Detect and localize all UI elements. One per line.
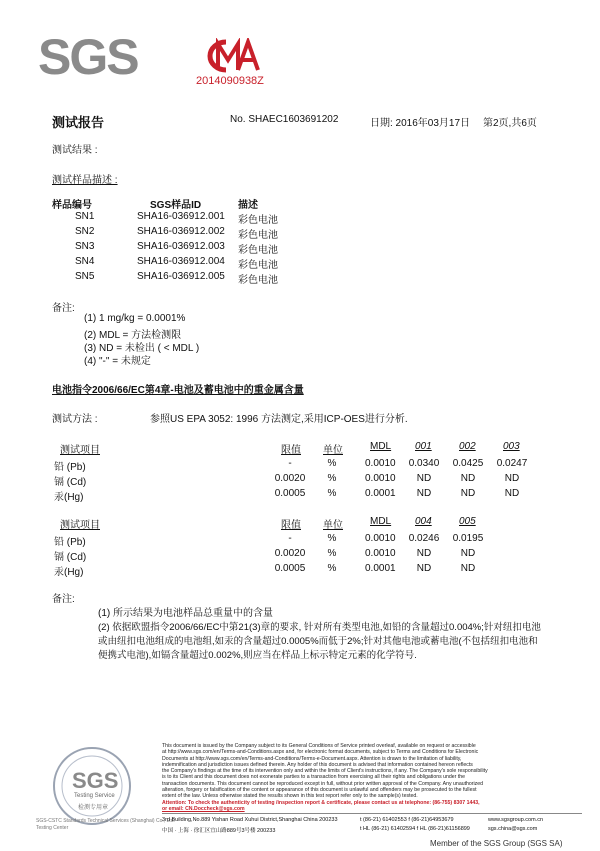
email: sgs.china@sgs.com — [488, 826, 538, 832]
telephone-en: t (86-21) 61402553 f (86-21)64953679 — [360, 817, 454, 823]
td-mdl: 0.0001 — [365, 488, 396, 499]
th-sample-001: 001 — [415, 441, 432, 452]
td-unit: % — [327, 473, 337, 484]
th-unit: 单位 — [323, 445, 343, 456]
section-title: 电池指令2006/66/EC第4章-电池及蓄电池中的重金属含量 — [52, 385, 304, 396]
attention-email: or email: CN.Doccheck@sgs.com — [162, 805, 245, 812]
td-result: ND — [504, 488, 520, 499]
td-mdl: 0.0001 — [365, 563, 396, 574]
td-limit: 0.0020 — [274, 548, 306, 559]
seal-logo: SGS — [72, 768, 119, 793]
td-result: ND — [504, 473, 520, 484]
cma-number: 2014090938Z — [196, 75, 264, 87]
report-title: 测试报告 — [52, 115, 105, 130]
td-item: 汞(Hg) — [54, 492, 84, 503]
td-mdl: 0.0010 — [365, 548, 396, 559]
td-result: 0.0340 — [408, 458, 440, 469]
note-item: (3) ND = 未检出 ( < MDL ) — [84, 343, 200, 354]
remark-line: (2) 依据欧盟指令2006/66/EC中第21(3)章的要求, 针对所有类型电池,如铅的含量超过0.004%;针对纽扣电池 — [98, 622, 541, 633]
attention-text: Attention: To check the authenticity of testing /inspection report & certificate, please contact us at telephone: (86-755) 8307 1443, — [162, 799, 480, 806]
td-unit: % — [327, 548, 337, 559]
td-unit: % — [327, 488, 337, 499]
col-header-sgs-id: SGS样品ID — [150, 200, 202, 211]
results-label: 测试结果 : — [52, 145, 98, 156]
th-sample-002: 002 — [459, 441, 476, 452]
th-test-item: 测试项目 — [60, 445, 100, 456]
col-header-desc: 描述 — [238, 200, 258, 211]
td-limit: 0.0005 — [274, 488, 306, 499]
td-item: 汞(Hg) — [54, 567, 84, 578]
remarks-heading: 备注: — [52, 594, 75, 605]
td-result: 0.0247 — [496, 458, 528, 469]
legal-text: This document is issued by the Company subject to its General Conditions of Service printed overleaf, available on request or accessible at http://www.sgs.com/en/Terms-and-Conditions.aspx and, for electronic format documents, subject to Terms and Conditions for Electronic Documents at http://www.sgs.com/en/Terms-and-Conditions/Terms-e-Document.aspx. Attention is drawn to the limitation of liability, indemnification and jurisdiction issues defined therein. Any holder of this document is advised that information contained hereon reflects the Company's findings at the time of its intervention only and within the limits of Client's instructions, if any. The Company's sole responsibility is to its Client and this document does not exonerate parties to a transaction from exercising all their rights and obligations under the transaction documents. This document cannot be reproduced except in full, without prior written approval of the Company. Any unauthorized alteration, forgery or falsification of the content or appearance of this document is unlawful and offenders may be prosecuted to the fullest extent of the law. Unless otherwise stated the results shown in this test report refer only to the sample(s) tested. Attention: To check the authenticity of testing /inspection report & certificate, please contact us at telephone: (86-755) 8307 1443, or email: CN.Doccheck@sgs.com — [162, 743, 582, 812]
sample-id: SHA16-036912.003 — [137, 241, 225, 252]
sample-no: SN1 — [75, 211, 95, 222]
sample-desc: 彩色电池 — [238, 245, 278, 256]
sample-id: SHA16-036912.004 — [137, 256, 225, 267]
td-result: ND — [460, 488, 476, 499]
td-mdl: 0.0010 — [365, 458, 396, 469]
td-item: 铅 (Pb) — [54, 462, 86, 473]
remark-line: (1) 所示结果为电池样品总重量中的含量 — [98, 608, 273, 619]
report-date: 日期: 2016年03月17日 — [370, 118, 471, 129]
sgs-group-member: Member of the SGS Group (SGS SA) — [430, 839, 563, 848]
seal-subtitle: Testing Service — [74, 793, 115, 799]
cma-logo-icon — [196, 38, 260, 74]
td-result: ND — [416, 473, 432, 484]
th-mdl: MDL — [370, 516, 392, 527]
notes-heading: 备注: — [52, 303, 75, 314]
method-label: 测试方法 : — [52, 414, 98, 425]
note-item: (4) "-" = 未规定 — [84, 356, 151, 367]
td-limit: 0.0005 — [274, 563, 306, 574]
address-en: 3rd Building,No.889 Yishan Road Xuhui District,Shanghai China 200233 — [162, 817, 338, 823]
td-result: ND — [416, 548, 432, 559]
sample-no: SN2 — [75, 226, 95, 237]
sample-desc: 彩色电池 — [238, 260, 278, 271]
th-sample-005: 005 — [459, 516, 476, 527]
sample-desc: 彩色电池 — [238, 275, 278, 286]
note-item: (1) 1 mg/kg = 0.0001% — [84, 313, 186, 324]
seal-cn: 检测专用章 — [78, 805, 109, 811]
td-item: 镉 (Cd) — [54, 477, 87, 488]
th-test-item: 测试项目 — [60, 520, 100, 531]
td-unit: % — [327, 563, 337, 574]
td-result: 0.0195 — [452, 533, 484, 544]
td-result: ND — [460, 548, 476, 559]
remark-line: 便携式电池),如镉含量超过0.002%,则应当在样品上标示特定元素的化学符号. — [98, 650, 417, 661]
td-limit: - — [288, 533, 292, 544]
sample-no: SN4 — [75, 256, 95, 267]
sample-no: SN5 — [75, 271, 95, 282]
note-item: (2) MDL = 方法检测限 — [84, 330, 182, 341]
th-unit: 单位 — [323, 520, 343, 531]
telephone-cn: t HL (86-21) 61402594 f HL (86-21)61156899 — [360, 826, 470, 832]
td-result: ND — [416, 488, 432, 499]
sample-id: SHA16-036912.002 — [137, 226, 225, 237]
samples-heading: 测试样品描述 : — [52, 175, 118, 186]
td-result: ND — [460, 473, 476, 484]
website: www.sgsgroup.com.cn — [488, 817, 544, 823]
td-result: ND — [416, 563, 432, 574]
td-item: 铅 (Pb) — [54, 537, 86, 548]
td-limit: 0.0020 — [274, 473, 306, 484]
sample-no: SN3 — [75, 241, 95, 252]
report-number: No. SHAEC1603691202 — [230, 114, 339, 125]
td-result: 0.0425 — [452, 458, 484, 469]
method-text: 参照US EPA 3052: 1996 方法测定,采用ICP-OES进行分析. — [150, 414, 408, 425]
sample-desc: 彩色电池 — [238, 215, 278, 226]
page-number: 第2页,共6页 — [483, 118, 537, 129]
th-sample-003: 003 — [503, 441, 520, 452]
seal-bottom: SGS-CSTC Standards Technical Services (Shanghai) Co., Ltd. — [36, 818, 175, 824]
seal-bottom-2: Testing Center — [36, 825, 69, 831]
th-sample-004: 004 — [415, 516, 432, 527]
sample-id: SHA16-036912.001 — [137, 211, 225, 222]
td-unit: % — [327, 533, 337, 544]
sample-id: SHA16-036912.005 — [137, 271, 225, 282]
col-header-sample-no: 样品编号 — [52, 200, 92, 211]
td-mdl: 0.0010 — [365, 533, 396, 544]
td-result: ND — [460, 563, 476, 574]
sgs-logo: SGS — [38, 29, 138, 85]
td-mdl: 0.0010 — [365, 473, 396, 484]
th-limit: 限值 — [281, 445, 301, 456]
remark-line: 或由纽扣电池组成的电池组,如汞的含量超过0.0005%而低于2%;针对其他电池或蓄电池(不包括纽扣电池和 — [98, 636, 538, 647]
td-unit: % — [327, 458, 337, 469]
th-mdl: MDL — [370, 441, 392, 452]
sample-desc: 彩色电池 — [238, 230, 278, 241]
td-limit: - — [288, 458, 292, 469]
address-cn: 中国 · 上海 · 徐汇区宜山路889号3号楼 200233 — [162, 828, 276, 834]
td-result: 0.0246 — [408, 533, 440, 544]
th-limit: 限值 — [281, 520, 301, 531]
td-item: 镉 (Cd) — [54, 552, 87, 563]
